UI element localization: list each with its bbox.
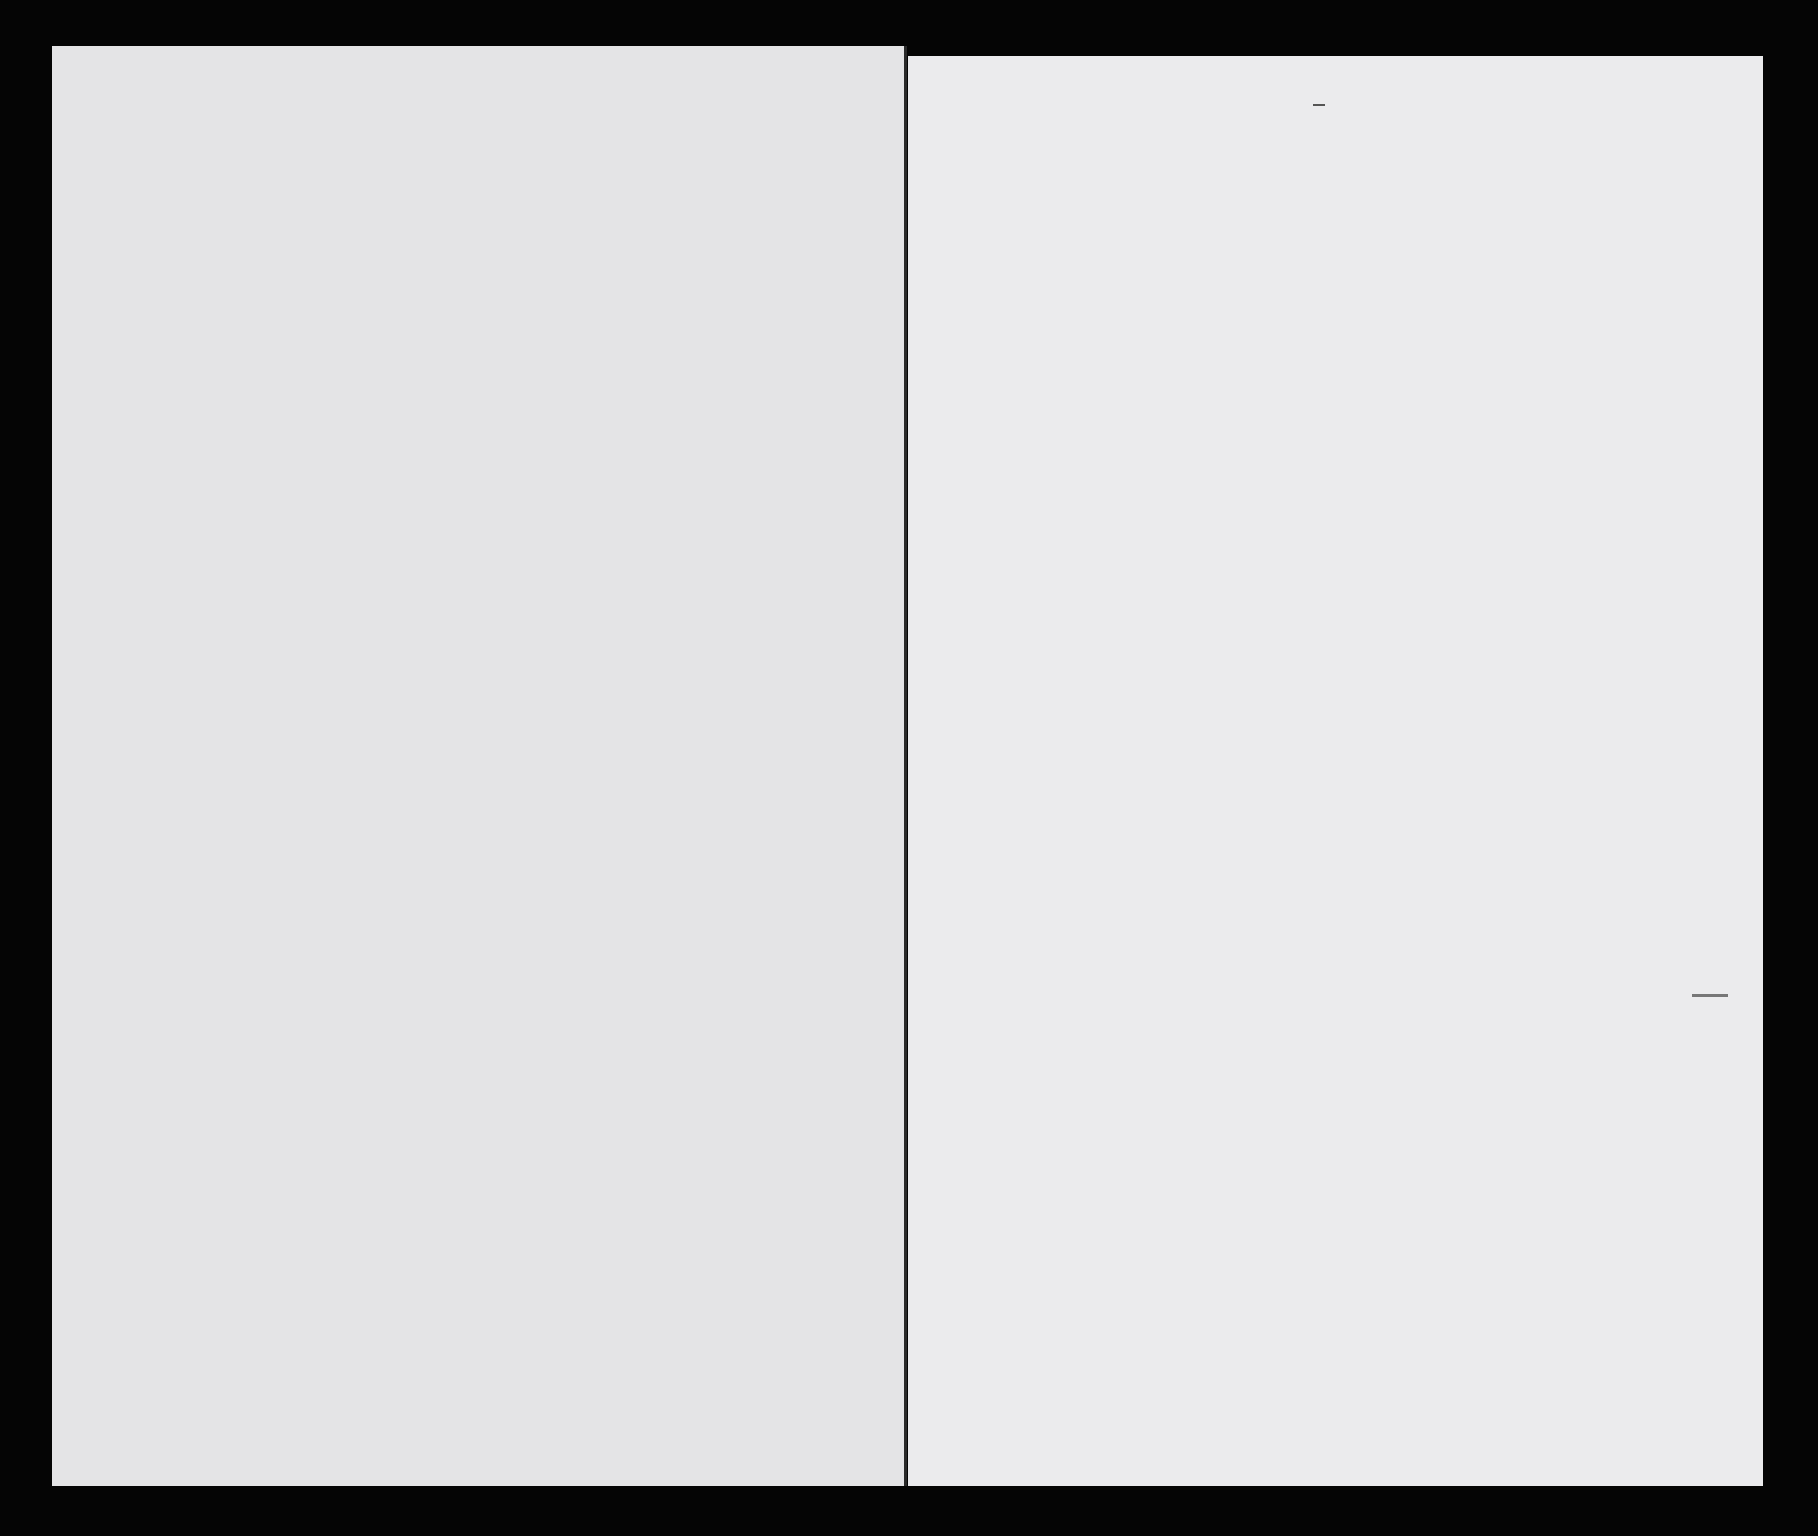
left-page: [52, 46, 907, 1486]
page-heading: [1313, 104, 1325, 106]
right-page: [908, 56, 1763, 1486]
margin-dash: [1692, 994, 1728, 997]
